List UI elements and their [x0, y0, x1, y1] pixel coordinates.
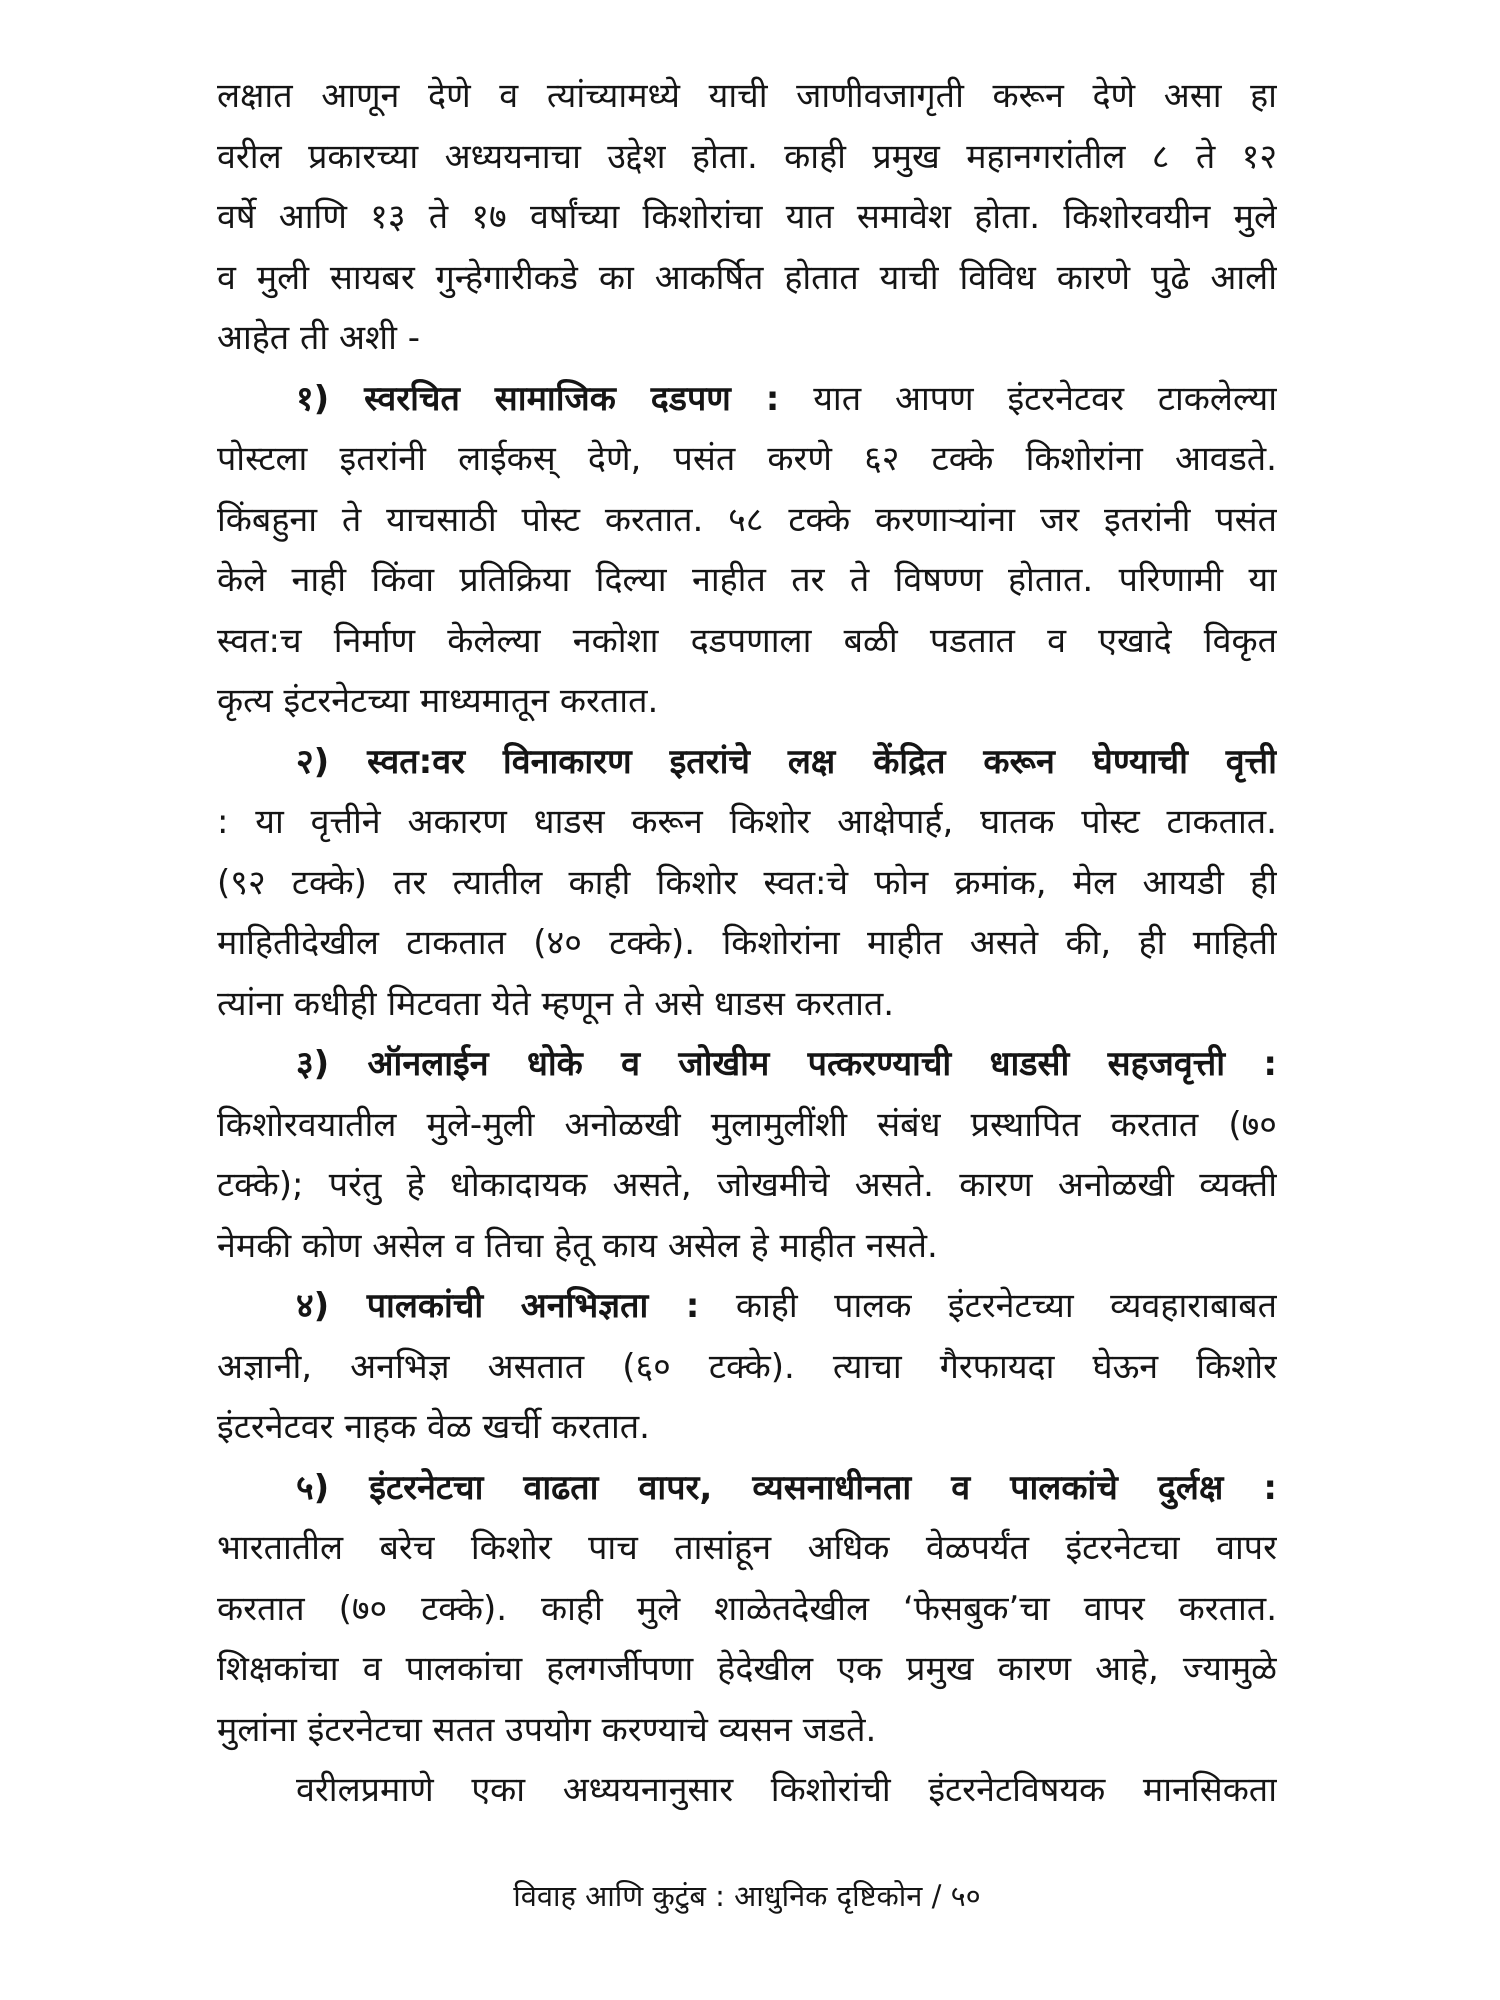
body-line: मुलांना इंटरनेटचा सतत उपयोग करण्याचे व्यसन जडते.: [217, 1709, 877, 1750]
body-line: नेमकी कोण असेल व तिचा हेतू काय असेल हे माहीत नसते.: [217, 1225, 938, 1266]
body-line: टक्के); परंतु हे धोकादायक असते, जोखमीचे असते. कारण अनोळखी व्यक्ती: [217, 1165, 1277, 1205]
point-heading: ५) इंटरनेटचा वाढता वापर, व्यसनाधीनता व पालकांचे दुर्लक्ष :: [296, 1467, 1277, 1508]
point-4: [217, 1276, 1277, 1458]
body-line: शिक्षकांचा व पालकांचा हलगर्जीपणा हेदेखील एक प्रमुख कारण आहे, ज्यामुळे: [217, 1649, 1277, 1689]
body-line: भारतातील बरेच किशोर पाच तासांहून अधिक वेळपर्यंत इंटरनेटचा वापर: [217, 1528, 1277, 1568]
body-line: पोस्टला इतरांनी लाईकस् देणे, पसंत करणे ६२ टक्के किशोरांना आवडते.: [217, 439, 1277, 479]
point-text: यात आपण इंटरनेटवर टाकलेल्या: [813, 378, 1277, 419]
body-line: करतात (७० टक्के). काही मुले शाळेतदेखील ‘फेसबुक’चा वापर करतात.: [217, 1588, 1277, 1629]
body-line: वर्षे आणि १३ ते १७ वर्षांच्या किशोरांचा यात समावेश होता. किशोरवयीन मुले: [217, 197, 1277, 237]
body-line: किशोरवयातील मुले-मुली अनोळखी मुलामुलींशी संबंध प्रस्थापित करतात (७०: [217, 1104, 1277, 1145]
body-line: केले नाही किंवा प्रतिक्रिया दिल्या नाहीत तर ते विषण्ण होतात. परिणामी या: [217, 560, 1277, 600]
closing-line: वरीलप्रमाणे एका अध्ययनानुसार किशोरांची इंटरनेटविषयक मानसिकता: [296, 1770, 1277, 1810]
body-line: अज्ञानी, अनभिज्ञ असतात (६० टक्के). त्याचा गैरफायदा घेऊन किशोर: [217, 1346, 1277, 1387]
body-line: वरील प्रकारच्या अध्ययनाचा उद्देश होता. काही प्रमुख महानगरांतील ८ ते १२: [217, 136, 1277, 177]
body-line: : या वृत्तीने अकारण धाडस करून किशोर आक्षेपार्ह, घातक पोस्ट टाकतात.: [217, 802, 1277, 842]
body-line: स्वत:च निर्माण केलेल्या नकोशा दडपणाला बळी पडतात व एखादे विकृत: [217, 620, 1277, 661]
body-line: इंटरनेटवर नाहक वेळ खर्ची करतात.: [217, 1407, 650, 1447]
point-2: [217, 732, 1277, 1035]
point-heading: ४) पालकांची अनभिज्ञता :: [296, 1286, 700, 1326]
body-line: त्यांना कधीही मिटवता येते म्हणून ते असे धाडस करतात.: [217, 983, 895, 1024]
body-line: किंबहुना ते याचसाठी पोस्ट करतात. ५८ टक्के करणाऱ्यांना जर इतरांनी पसंत: [217, 499, 1277, 540]
point-heading-line: [217, 369, 1277, 430]
body-line: व मुली सायबर गुन्हेगारीकडे का आकर्षित होतात याची विविध कारणे पुढे आली: [217, 257, 1277, 298]
point-heading: १) स्वरचित सामाजिक दडपण :: [296, 378, 780, 419]
point-3: [217, 1034, 1277, 1276]
point-heading: २) स्वत:वर विनाकारण इतरांचे लक्ष केंद्रित करून घेण्याची वृत्ती: [296, 741, 1277, 782]
point-text: काही पालक इंटरनेटच्या व्यवहाराबाबत: [735, 1286, 1277, 1326]
body-line: माहितीदेखील टाकतात (४० टक्के). किशोरांना माहीत असते की, ही माहिती: [217, 923, 1277, 963]
page-footer: विवाह आणि कुटुंब : आधुनिक दृष्टिकोन / ५०: [513, 1879, 981, 1913]
body-line: (९२ टक्के) तर त्यातील काही किशोर स्वत:चे फोन क्रमांक, मेल आयडी ही: [217, 862, 1277, 903]
point-1: [217, 369, 1277, 732]
point-heading-line: [217, 1276, 1277, 1337]
body-line: आहेत ती अशी -: [217, 318, 420, 358]
body-text: [217, 66, 1277, 1821]
intro-paragraph: [217, 66, 1277, 369]
point-5: [217, 1458, 1277, 1761]
body-line: लक्षात आणून देणे व त्यांच्यामध्ये याची जाणीवजागृती करून देणे असा हा: [217, 76, 1277, 116]
point-heading: ३) ऑनलाईन धोके व जोखीम पत्करण्याची धाडसी सहजवृत्ती :: [296, 1044, 1277, 1084]
body-line: कृत्य इंटरनेटच्या माध्यमातून करतात.: [217, 681, 659, 721]
